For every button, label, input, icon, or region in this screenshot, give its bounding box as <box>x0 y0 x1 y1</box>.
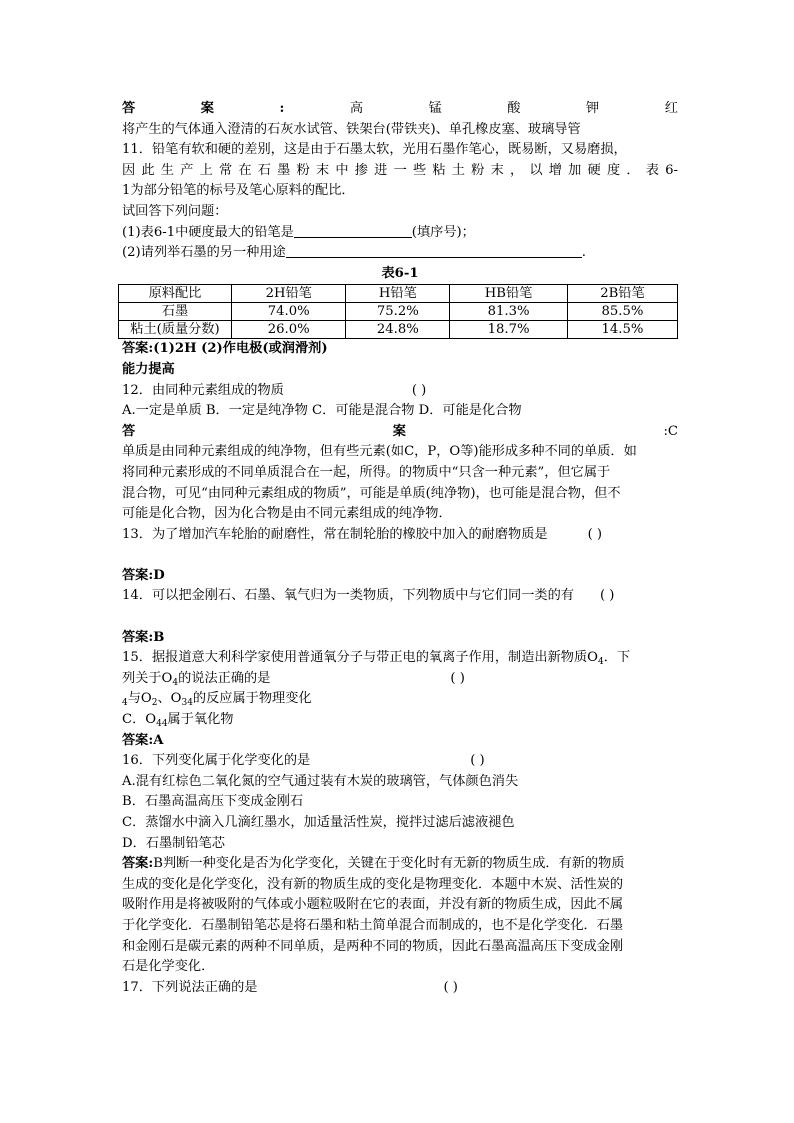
part-1-suffix: (填序号)； <box>411 224 475 240</box>
table-row <box>119 303 678 321</box>
table-header-cell: 原料配比 <box>119 285 232 303</box>
answer-word: 案 <box>200 101 214 116</box>
q15-text-end: ．下 <box>603 650 631 666</box>
answer-16-line: 生成的变化是化学变化，没有新的物质生成的变化是物理变化．本题中木炭、活性炭的 <box>122 876 624 892</box>
question-16 <box>122 751 678 772</box>
question-16-text: 16．下列变化属于化学变化的是 <box>122 753 311 769</box>
explanation-12-line: 单质是由同种元素组成的纯净物，但有些元素(如C，P，O等)能形成多种不同的单质．如 <box>122 444 637 460</box>
answer-word: 锰 <box>428 101 442 116</box>
question-12 <box>122 381 678 402</box>
answer-16-line: 于化学变化．石墨制铅笔芯是将石墨和粘土简单混合而制成的，也不是化学变化．石墨 <box>122 917 624 933</box>
subscript: 4 <box>597 657 604 668</box>
question-13-text: 13．为了增加汽车轮胎的耐磨性，常在制轮胎的橡胶中加入的耐磨物质是 <box>122 526 548 542</box>
answer-label: 答案: <box>122 856 154 872</box>
answer-11: 答案:(1)2H (2)作电极(或润滑剂) <box>122 341 328 357</box>
table-cell: 18.7% <box>450 321 568 339</box>
option-text: 、O <box>157 691 182 707</box>
answer-blank <box>294 223 412 238</box>
answer-parens: ( ) <box>443 979 458 995</box>
answer-word: 酸 <box>507 101 521 116</box>
question-16-option: C．蒸馏水中滴入几滴红墨水，加适量活性炭，搅拌过滤后滤液褪色 <box>122 815 515 830</box>
option-text: C．O <box>122 712 157 728</box>
subscript: 4 <box>122 698 128 709</box>
question-11-line-2: 因此生产上常在石墨粉末中掺进一些粘土粉末，以增加硬度．表6- <box>122 162 678 178</box>
part-2-text: (2)请列举石墨的另一种用途 <box>122 245 286 261</box>
table-header-cell: HB铅笔 <box>450 285 568 303</box>
answer-16-line: 吸附作用是将被吸附的气体或小题粒吸附在它的表面，并没有新的物质生成，因此不属 <box>122 897 624 913</box>
explanation-12-line: 混合物，可见“由同种元素组成的物质”，可能是单质(纯净物)，也可能是混合物，但不 <box>122 485 621 501</box>
subscript: 2 <box>151 698 158 709</box>
section-heading: 能力提高 <box>122 361 175 377</box>
table-cell: 74.0% <box>232 303 346 321</box>
question-12-text: 12．由同种元素组成的物质 <box>122 382 284 398</box>
table-cell: 14.5% <box>567 321 677 339</box>
question-11-prompt: 试回答下列问题： <box>122 203 228 219</box>
question-16-option: B．石墨高温高压下变成金刚石 <box>122 794 304 810</box>
answer-14: 答案:B <box>122 629 165 645</box>
answer-16-line <box>122 854 678 875</box>
text-line: 将产生的气体通入澄清的石灰水试管、铁架台(带铁夹)、单孔橡皮塞、玻璃导管 <box>122 121 581 137</box>
answer-word: 红 <box>664 101 678 116</box>
question-13 <box>122 525 678 546</box>
pencil-ratio-table <box>118 284 678 339</box>
question-12-options: A.一定是单质 B．一定是纯净物 C．可能是混合物 D．可能是化合物 <box>122 403 522 419</box>
blank-space <box>122 545 678 566</box>
answer-word: : <box>279 101 285 116</box>
answer-parens: ( ) <box>470 753 485 769</box>
answer-12 <box>122 422 678 443</box>
table-header-row <box>119 285 678 303</box>
answer-16-line: 石是化学变化． <box>122 959 215 975</box>
answer-parens: ( ) <box>411 382 427 398</box>
answer-word: 答 <box>122 101 136 116</box>
table-cell: 26.0% <box>232 321 346 339</box>
question-16-option: A.混有红棕色二氧化氮的空气通过装有木炭的玻璃管，气体颜色消失 <box>122 773 519 789</box>
question-14 <box>122 586 678 607</box>
question-15-option <box>122 689 678 710</box>
table-caption: 表6-1 <box>381 265 419 281</box>
table-row <box>119 321 678 339</box>
table-header-cell: H铅笔 <box>346 285 450 303</box>
question-11-part-2 <box>122 243 678 264</box>
answer-blank <box>286 243 582 258</box>
option-text: 属于氧化物 <box>167 712 234 728</box>
answer-text: B判断一种变化是否为化学变化，关键在于变化时有无新的物质生成．有新的物质 <box>153 856 625 872</box>
answer-parens: ( ) <box>599 588 615 604</box>
table-cell: 81.3% <box>450 303 568 321</box>
question-11-line-1: 11．铅笔有软和硬的差别，这是由于石墨太软，光用石墨作笔心，既易断，又易磨损， <box>122 142 627 158</box>
question-17 <box>122 978 678 999</box>
q15-text-end: 的说法正确的是 <box>178 670 271 686</box>
answer-word: 高 <box>349 101 364 116</box>
answer-13: 答案:D <box>122 567 165 583</box>
question-15-line-1 <box>122 648 678 669</box>
table-cell: 粘土(质量分数) <box>119 321 232 339</box>
answer-word: 答 <box>122 423 136 439</box>
explanation-12-line: 将同种元素形成的不同单质混合在一起，所得。的物质中“只含一种元素”，但它属于 <box>122 464 611 480</box>
table-cell: 75.2% <box>346 303 450 321</box>
subscript: 34 <box>181 698 193 709</box>
answer-word: 案 <box>392 423 406 439</box>
question-17-text: 17．下列说法正确的是 <box>122 979 258 995</box>
answer-16-line: 和金刚石是碳元素的两种不同单质，是两种不同的物质，因此石墨高温高压下变成金刚 <box>122 938 624 954</box>
table-cell: 85.5% <box>567 303 677 321</box>
question-16-option: D．石墨制铅笔芯 <box>122 835 225 851</box>
table-cell: 石墨 <box>119 303 232 321</box>
q15-text: 列关于O <box>122 670 173 686</box>
table-cell: 24.8% <box>346 321 450 339</box>
blank-space <box>122 607 678 628</box>
subscript: 4 <box>172 677 179 688</box>
question-15-option <box>122 710 678 731</box>
question-11-line-3: 1为部分铅笔的标号及笔心原料的配比． <box>122 183 355 199</box>
part-2-suffix: . <box>581 245 586 261</box>
option-text: 与O <box>127 691 152 707</box>
question-14-text: 14．可以把金刚石、石墨、氧气归为一类物质，下列物质中与它们同一类的有 <box>122 588 574 604</box>
table-header-cell: 2H铅笔 <box>232 285 346 303</box>
answer-line-10 <box>122 99 678 120</box>
part-1-text: (1)表6-1中硬度最大的铅笔是 <box>122 224 294 240</box>
subscript: 44 <box>156 719 168 730</box>
document-page <box>122 99 678 998</box>
table-header-cell: 2B铅笔 <box>567 285 677 303</box>
explanation-12-line: 可能是化合物，因为化合物是由不同元素组成的纯净物． <box>122 506 452 522</box>
answer-15: 答案:A <box>122 732 164 748</box>
question-11-part-1 <box>122 223 678 244</box>
answer-parens: ( ) <box>450 670 465 686</box>
option-text: 的反应属于物理变化 <box>192 691 312 707</box>
answer-word: :C <box>663 423 678 439</box>
question-15-line-2 <box>122 669 678 690</box>
q15-text: 15．据报道意大利科学家使用普通氧分子与带正电的氧离子作用，制造出新物质O <box>122 650 598 666</box>
answer-parens: ( ) <box>587 526 603 542</box>
answer-word: 钾 <box>586 101 600 116</box>
